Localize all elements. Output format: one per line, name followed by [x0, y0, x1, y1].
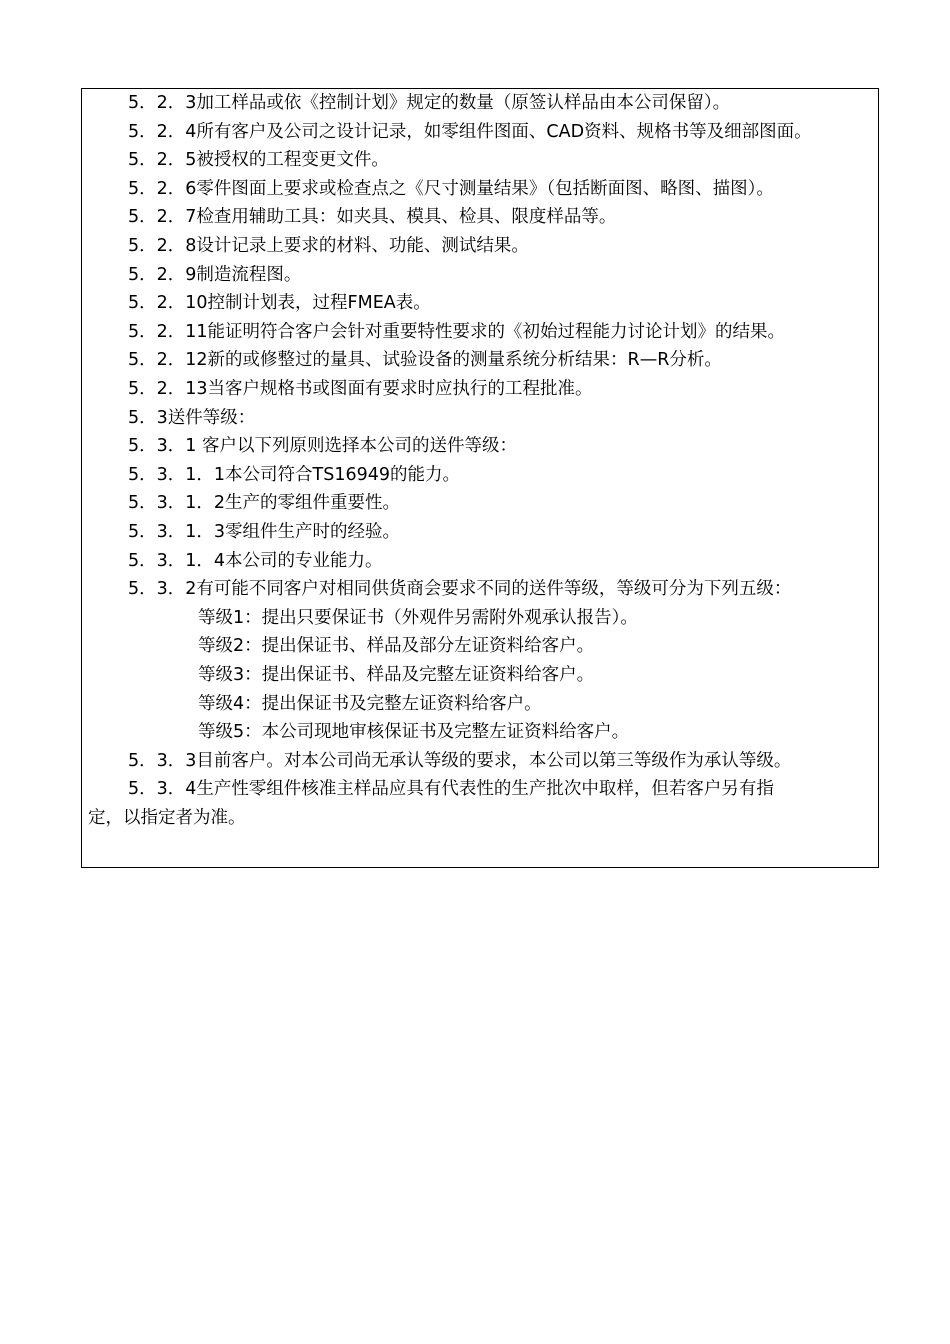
- line-5-3-1-3: 5．3．1．3零组件生产时的经验。: [128, 522, 401, 542]
- line-5-3-2: 5．3．2有可能不同客户对相同供货商会要求不同的送件等级，等级可分为下列五级：: [128, 579, 792, 600]
- line-5-2-12: 5．2．12新的或修整过的量具、试验设备的测量系统分析结果：R—R分析。: [128, 350, 722, 371]
- line-5-2-7: 5．2．7检查用辅助工具：如夹具、模具、检具、限度样品等。: [128, 207, 617, 228]
- line-5-2-11: 5．2．11能证明符合客户会针对重要特性要求的《初始过程能力讨论计划》的结果。: [128, 321, 786, 342]
- line-5-2-9: 5．2．9制造流程图。: [128, 264, 302, 285]
- line-5-3-1-2: 5．3．1．2生产的零组件重要性。: [128, 493, 401, 514]
- grade-2-line: 等级2：提出保证书、样品及部分左证资料给客户。: [198, 636, 595, 657]
- line-5-3-1-4: 5．3．1．4本公司的专业能力。: [128, 550, 383, 571]
- line-5-3-1-1: 5．3．1．1本公司符合TS16949的能力。: [128, 464, 461, 485]
- line-5-2-8: 5．2．8设计记录上要求的材料、功能、测试结果。: [128, 236, 529, 256]
- line-5-2-3: 5．2．3加工样品或依《控制计划》规定的数量（原签认样品由本公司保留）。: [128, 93, 731, 113]
- grade-5-line: 等级5：本公司现地审核保证书及完整左证资料给客户。: [198, 722, 630, 743]
- line-5-2-6: 5．2．6零件图面上要求或检查点之《尺寸测量结果》（包括断面图、略图、描图）。: [128, 178, 774, 199]
- grade-1-line: 等级1：提出只要保证书（外观件另需附外观承认报告）。: [198, 607, 638, 628]
- line-5-3-4: 5．3．4生产性零组件核准主样品应具有代表性的生产批次中取样，但若客户另有指: [128, 779, 774, 800]
- line-5-2-5: 5．2．5被授权的工程变更文件。: [128, 150, 389, 171]
- line-5-3-4-continued: 定，以指定者为准。: [88, 808, 246, 828]
- grade-4-line: 等级4：提出保证书及完整左证资料给客户。: [198, 693, 542, 714]
- line-5-2-13: 5．2．13当客户规格书或图面有要求时应执行的工程批准。: [128, 379, 593, 399]
- line-5-3-1: 5．3．1 客户以下列原则选择本公司的送件等级：: [128, 436, 517, 457]
- line-5-2-10: 5．2．10控制计划表，过程FMEA表。: [128, 293, 431, 314]
- line-5-2-4: 5．2．4所有客户及公司之设计记录，如零组件图面、CAD资料、规格书等及细部图面。: [128, 121, 812, 142]
- grade-3-line: 等级3：提出保证书、样品及完整左证资料给客户。: [198, 665, 595, 685]
- line-5-3-3: 5．3．3目前客户。对本公司尚无承认等级的要求，本公司以第三等级作为承认等级。: [128, 750, 792, 771]
- line-5-3: 5．3送件等级：: [128, 407, 256, 428]
- document-content-box: [81, 88, 879, 868]
